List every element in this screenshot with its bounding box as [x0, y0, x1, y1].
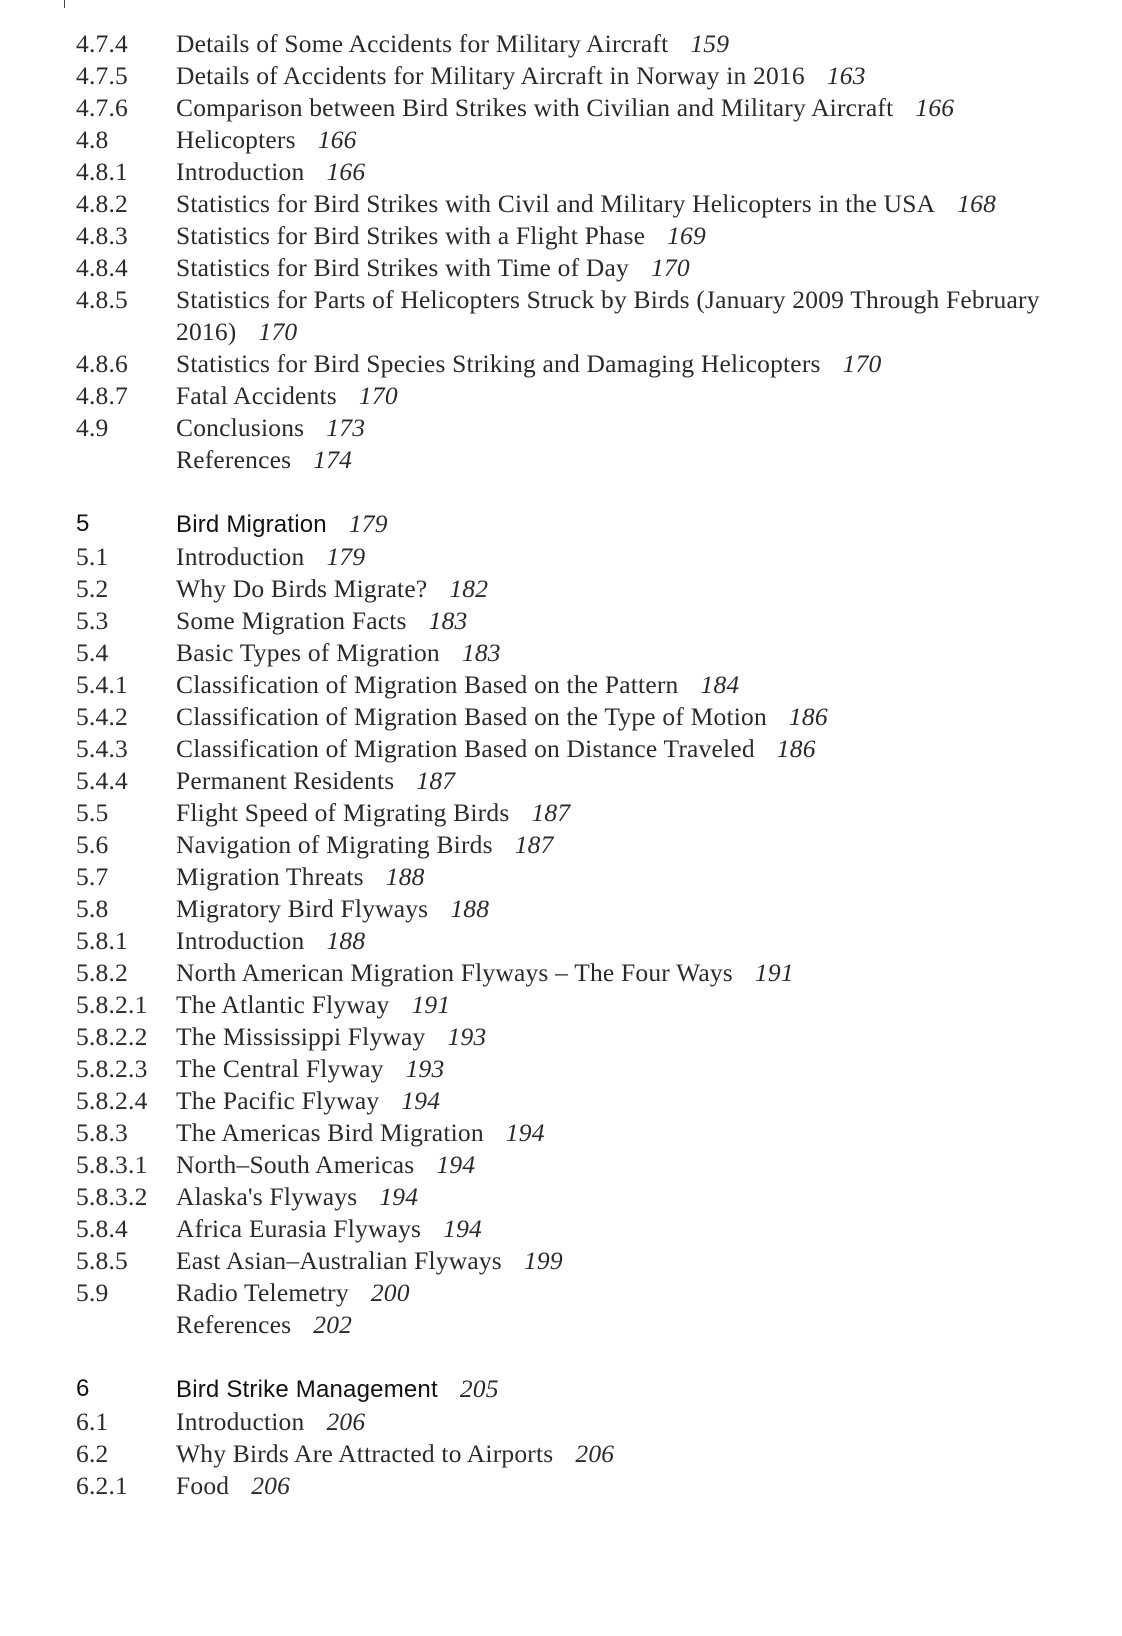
toc-entry-number: 4.8.7: [76, 381, 128, 410]
toc-entry: [76, 765, 1106, 797]
toc-entry-page-number: 194: [505, 1118, 545, 1147]
toc-entry-body: [176, 1277, 1106, 1309]
toc-entry-body: [176, 573, 1106, 605]
toc-entry-page-number: 184: [700, 670, 740, 699]
toc-entry-number: 5: [76, 510, 90, 537]
toc-entry-number: 4.7.4: [76, 29, 128, 58]
toc-entry-title: Why Birds Are Attracted to Airports: [176, 1439, 554, 1468]
toc-entry-title: North–South Americas: [176, 1150, 415, 1179]
toc-entry-number: 5.7: [76, 862, 109, 891]
toc-entry: [76, 124, 1106, 156]
toc-entry: [76, 284, 1106, 348]
toc-entry-title: Classification of Migration Based on the Type of Motion: [176, 702, 767, 731]
toc-entry-number: 4.7.5: [76, 61, 128, 90]
toc-entry: [76, 1309, 1106, 1341]
toc-entry-page-number: 169: [667, 221, 706, 250]
toc-entry-number: 5.8.4: [76, 1214, 128, 1243]
toc-entry-body: [176, 124, 1106, 156]
toc-entry-body: [176, 412, 1106, 444]
toc-entry-title: The Central Flyway: [176, 1054, 384, 1083]
toc-entry-body: [176, 541, 1106, 573]
toc-entry: [76, 444, 1106, 476]
toc-entry-number: 4.7.6: [76, 93, 128, 122]
toc-entry-page-number: 188: [450, 894, 490, 923]
toc-entry-body: [176, 1470, 1106, 1502]
toc-entry-page-number: 174: [313, 445, 353, 474]
toc-entry-page-number: 200: [370, 1278, 410, 1307]
toc-entry-number: 4.8.2: [76, 189, 128, 218]
toc-entry-page-number: 173: [326, 413, 366, 442]
toc-entry-body: [176, 925, 1106, 957]
toc-entry-body: [176, 60, 1106, 92]
toc-entry: [76, 1149, 1106, 1181]
toc-entry-title: Comparison between Bird Strikes with Civilian and Military Aircraft: [176, 93, 894, 122]
toc-entry-page-number: 170: [258, 317, 298, 346]
toc-entry-page-number: 194: [379, 1182, 419, 1211]
toc-entry-number: 4.8.5: [76, 285, 128, 314]
toc-entry-number: 5.5: [76, 798, 109, 827]
toc-entry-body: [176, 284, 1106, 348]
toc-entry: [76, 28, 1106, 60]
toc-entry-number: 5.4.1: [76, 670, 128, 699]
toc-entry-number: 5.8.2.1: [76, 990, 148, 1019]
toc-entry-page-number: 194: [443, 1214, 483, 1243]
toc-entry-title: Flight Speed of Migrating Birds: [176, 798, 510, 827]
toc-entry-number: 6.1: [76, 1407, 109, 1436]
toc-entry: [76, 861, 1106, 893]
toc-entry: [76, 188, 1106, 220]
toc-entry-page-number: 205: [459, 1374, 499, 1403]
toc-entry: [76, 348, 1106, 380]
toc-entry-title: Introduction: [176, 157, 305, 186]
toc-entry-body: [176, 957, 1106, 989]
toc-entry-number: 6: [76, 1375, 90, 1402]
toc-entry: [76, 380, 1106, 412]
toc-entry-number: 4.8.1: [76, 157, 128, 186]
toc-entry-number: 5.8.3.1: [76, 1150, 148, 1179]
toc-entry-body: [176, 1406, 1106, 1438]
toc-entry-page-number: 183: [428, 606, 468, 635]
toc-entry-page-number: 179: [348, 509, 388, 538]
toc-entry-body: [176, 1309, 1106, 1341]
toc-entry-number: 5.8: [76, 894, 109, 923]
toc-entry-page-number: 186: [788, 702, 828, 731]
toc-entry-body: [176, 1245, 1106, 1277]
toc-entry-page-number: 166: [317, 125, 357, 154]
toc-entry: [76, 701, 1106, 733]
toc-entry-number: 5.8.3.2: [76, 1182, 148, 1211]
toc-entry-body: [176, 605, 1106, 637]
toc-entry-body: [176, 701, 1106, 733]
toc-entry-page-number: 188: [385, 862, 425, 891]
toc-entry-page-number: 194: [401, 1086, 441, 1115]
toc-entry-title: Radio Telemetry: [176, 1278, 349, 1307]
toc-entry-page-number: 166: [915, 93, 955, 122]
toc-entry-page-number: 166: [326, 157, 366, 186]
toc-chapter-entry: [76, 1373, 1106, 1406]
toc-entry-title: Statistics for Bird Species Striking and Damaging Helicopters: [176, 349, 821, 378]
toc-entry-page-number: 159: [690, 29, 730, 58]
toc-entry: [76, 220, 1106, 252]
toc-entry-page-number: 183: [461, 638, 501, 667]
toc-entry-body: [176, 252, 1106, 284]
toc-entry: [76, 669, 1106, 701]
toc-entry-number: 5.4: [76, 638, 109, 667]
toc-entry: [76, 637, 1106, 669]
toc-entry-body: [176, 1053, 1106, 1085]
toc-entry-number: 5.3: [76, 606, 109, 635]
toc-entry: [76, 1438, 1106, 1470]
toc-entry: [76, 989, 1106, 1021]
toc-entry: [76, 1277, 1106, 1309]
toc-entry-title: Bird Migration: [176, 511, 327, 538]
toc-entry-body: [176, 989, 1106, 1021]
toc-entry-title: Classification of Migration Based on Distance Traveled: [176, 734, 755, 763]
toc-entry-page-number: 187: [531, 798, 571, 827]
toc-entry-body: [176, 1149, 1106, 1181]
toc-entry-title: Food: [176, 1471, 230, 1500]
toc-entry-body: [176, 1213, 1106, 1245]
toc-chapter-entry: [76, 508, 1106, 541]
toc-entry-title: References: [176, 445, 292, 474]
toc-entry-title: Why Do Birds Migrate?: [176, 574, 428, 603]
toc-entry-title: Migratory Bird Flyways: [176, 894, 429, 923]
toc-entry-title: Navigation of Migrating Birds: [176, 830, 493, 859]
toc-entry: [76, 957, 1106, 989]
toc-entry: [76, 1053, 1106, 1085]
toc-entry-number: 4.9: [76, 413, 109, 442]
toc-entry-title: Some Migration Facts: [176, 606, 407, 635]
toc-entry-page-number: 188: [326, 926, 366, 955]
toc-entry-body: [176, 1085, 1106, 1117]
toc-entry-title: North American Migration Flyways – The Four Ways: [176, 958, 733, 987]
toc-entry: [76, 1181, 1106, 1213]
toc-entry-title: The Pacific Flyway: [176, 1086, 380, 1115]
toc-entry: [76, 92, 1106, 124]
toc-entry-title: The Atlantic Flyway: [176, 990, 390, 1019]
toc-entry-number: 4.8.6: [76, 349, 128, 378]
toc-entry: [76, 893, 1106, 925]
toc-entry-title: References: [176, 1310, 292, 1339]
toc-entry: [76, 733, 1106, 765]
toc-entry-number: 4.8: [76, 125, 109, 154]
page-margin-mark: [64, 0, 65, 8]
toc-entry: [76, 1021, 1106, 1053]
toc-entry-body: [176, 444, 1106, 476]
toc-entry-number: 5.4.4: [76, 766, 128, 795]
toc-entry-page-number: 170: [358, 381, 398, 410]
toc-entry-page-number: 206: [326, 1407, 366, 1436]
toc-entry-title: East Asian–Australian Flyways: [176, 1246, 502, 1275]
toc-entry-title: Fatal Accidents: [176, 381, 337, 410]
toc-entry-body: [176, 669, 1106, 701]
toc-entry: [76, 252, 1106, 284]
toc-entry-body: [176, 1181, 1106, 1213]
toc-entry-page-number: 193: [447, 1022, 487, 1051]
toc-entry-page-number: 170: [650, 253, 690, 282]
toc-entry: [76, 1117, 1106, 1149]
toc-entry-page-number: 187: [416, 766, 456, 795]
toc-entry-title: Introduction: [176, 542, 305, 571]
toc-entry-body: [176, 861, 1106, 893]
toc-entry-number: 5.8.2: [76, 958, 128, 987]
toc-entry-title: Statistics for Bird Strikes with a Flight Phase: [176, 221, 646, 250]
toc-entry-body: [176, 893, 1106, 925]
toc-entry-body: [176, 1021, 1106, 1053]
toc-entry-page-number: 187: [514, 830, 554, 859]
toc-entry-number: 5.4.2: [76, 702, 128, 731]
toc-entry-page-number: 199: [523, 1246, 563, 1275]
toc-entry-title: Details of Some Accidents for Military Aircraft: [176, 29, 669, 58]
toc-entry-body: [176, 92, 1106, 124]
toc-entry-title: Statistics for Parts of Helicopters Struck by Birds (January 2009 Through February 2016): [176, 285, 1040, 346]
toc-entry-number: 4.8.4: [76, 253, 128, 282]
toc-entry: [76, 605, 1106, 637]
toc-entry-page-number: 206: [575, 1439, 615, 1468]
toc-entry-title: Statistics for Bird Strikes with Time of Day: [176, 253, 629, 282]
toc-entry-page-number: 179: [326, 542, 366, 571]
toc-entry-page-number: 182: [449, 574, 489, 603]
table-of-contents: [76, 28, 1106, 1502]
toc-entry-number: 5.8.5: [76, 1246, 128, 1275]
toc-entry: [76, 829, 1106, 861]
toc-entry-body: [176, 508, 1106, 541]
toc-entry-title: Classification of Migration Based on the Pattern: [176, 670, 679, 699]
toc-entry-number: 5.8.2.3: [76, 1054, 148, 1083]
toc-entry-title: Introduction: [176, 926, 305, 955]
toc-entry-body: [176, 1373, 1106, 1406]
toc-entry-body: [176, 348, 1106, 380]
toc-entry-body: [176, 637, 1106, 669]
toc-entry: [76, 1213, 1106, 1245]
toc-entry-page-number: 163: [826, 61, 866, 90]
toc-entry: [76, 925, 1106, 957]
toc-entry-body: [176, 765, 1106, 797]
toc-entry-title: Alaska's Flyways: [176, 1182, 358, 1211]
toc-entry-title: Africa Eurasia Flyways: [176, 1214, 422, 1243]
toc-entry-number: 5.9: [76, 1278, 109, 1307]
toc-entry-title: Basic Types of Migration: [176, 638, 440, 667]
toc-entry-title: Bird Strike Management: [176, 1376, 438, 1403]
toc-entry-page-number: 202: [313, 1310, 353, 1339]
toc-entry-number: 5.8.1: [76, 926, 128, 955]
toc-entry-number: 5.4.3: [76, 734, 128, 763]
toc-entry-title: Helicopters: [176, 125, 296, 154]
toc-entry-number: 5.1: [76, 542, 109, 571]
toc-entry-number: 4.8.3: [76, 221, 128, 250]
toc-entry-title: Details of Accidents for Military Aircraft in Norway in 2016: [176, 61, 805, 90]
toc-entry-body: [176, 829, 1106, 861]
toc-entry-title: Migration Threats: [176, 862, 364, 891]
toc-entry: [76, 1470, 1106, 1502]
toc-entry-page-number: 186: [776, 734, 816, 763]
toc-entry-body: [176, 733, 1106, 765]
toc-entry-body: [176, 797, 1106, 829]
toc-entry-number: 5.6: [76, 830, 109, 859]
toc-entry: [76, 1085, 1106, 1117]
toc-entry-title: Permanent Residents: [176, 766, 395, 795]
toc-entry-body: [176, 156, 1106, 188]
toc-entry: [76, 1245, 1106, 1277]
toc-entry: [76, 797, 1106, 829]
toc-entry: [76, 412, 1106, 444]
toc-entry-title: The Americas Bird Migration: [176, 1118, 484, 1147]
toc-entry-page-number: 191: [754, 958, 794, 987]
toc-entry-page-number: 168: [957, 189, 997, 218]
toc-entry: [76, 541, 1106, 573]
toc-entry: [76, 156, 1106, 188]
toc-entry-number: 5.8.3: [76, 1118, 128, 1147]
toc-entry-body: [176, 1438, 1106, 1470]
toc-entry-title: The Mississippi Flyway: [176, 1022, 426, 1051]
toc-entry: [76, 573, 1106, 605]
toc-entry-page-number: 191: [411, 990, 451, 1019]
toc-entry-number: 6.2.1: [76, 1471, 128, 1500]
toc-entry-number: 5.2: [76, 574, 109, 603]
toc-entry-page-number: 194: [436, 1150, 476, 1179]
toc-entry-title: Statistics for Bird Strikes with Civil and Military Helicopters in the USA: [176, 189, 936, 218]
toc-entry-body: [176, 188, 1106, 220]
toc-entry-title: Conclusions: [176, 413, 305, 442]
toc-entry: [76, 1406, 1106, 1438]
toc-entry-page-number: 193: [405, 1054, 445, 1083]
toc-entry-body: [176, 380, 1106, 412]
toc-entry-number: 5.8.2.4: [76, 1086, 148, 1115]
toc-entry-body: [176, 220, 1106, 252]
toc-entry-page-number: 206: [251, 1471, 291, 1500]
toc-entry-page-number: 170: [842, 349, 882, 378]
toc-entry-body: [176, 28, 1106, 60]
toc-entry-number: 5.8.2.2: [76, 1022, 148, 1051]
toc-entry-number: 6.2: [76, 1439, 109, 1468]
toc-entry: [76, 60, 1106, 92]
toc-entry-body: [176, 1117, 1106, 1149]
toc-entry-title: Introduction: [176, 1407, 305, 1436]
